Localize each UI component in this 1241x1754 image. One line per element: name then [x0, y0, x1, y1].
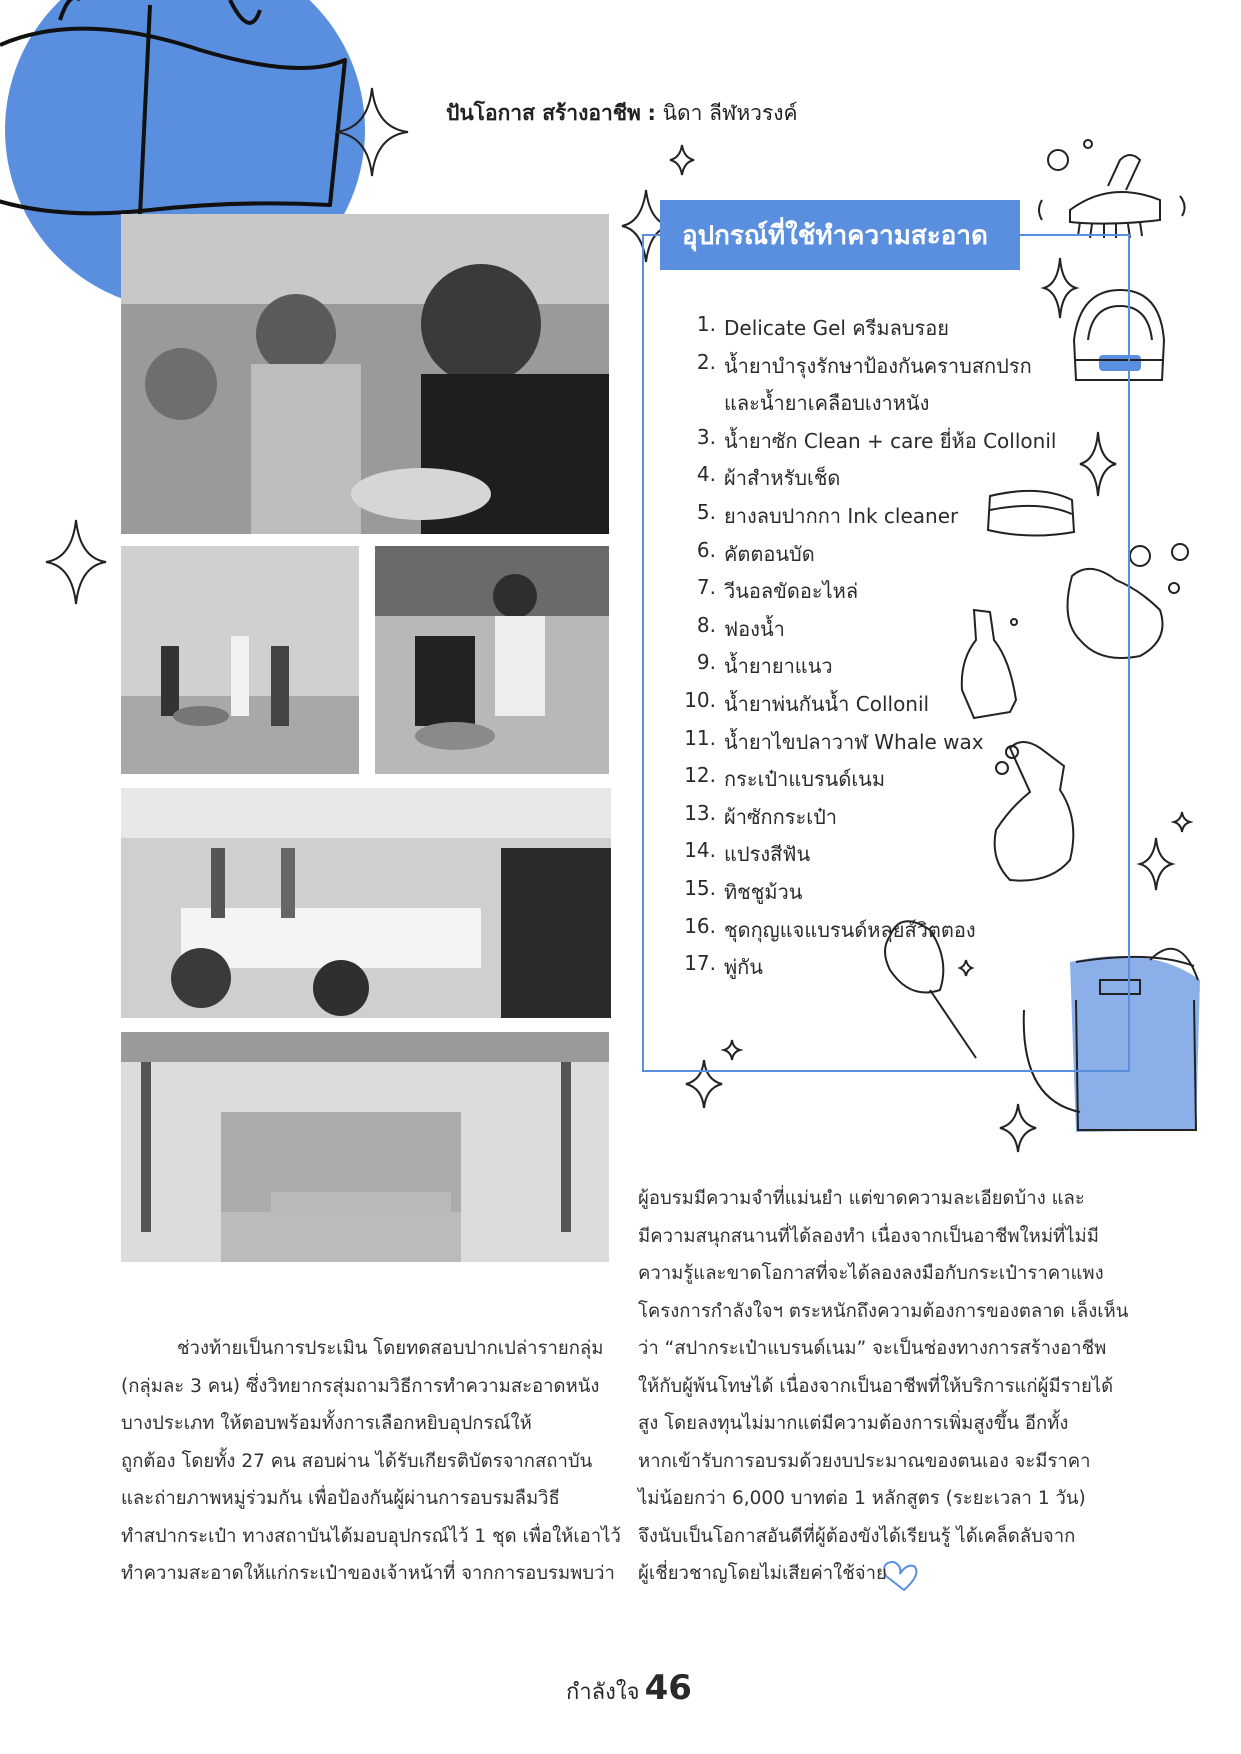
- paragraph-line: และถ่ายภาพหมู่ร่วมกัน เพื่อป้องกันผู้ผ่านการอบรมลืมวิธี: [121, 1488, 560, 1509]
- paragraph-line: ว่า “สปากระเป๋าแบรนด์เนม” จะเป็นช่องทางการสร้างอาชีพ: [638, 1338, 1107, 1359]
- paragraph-line: ให้กับผู้พ้นโทษได้ เนื่องจากเป็นอาชีพที่ให้บริการแก่ผู้มีรายได้: [638, 1375, 1114, 1397]
- photo-trainees-seated: [121, 788, 611, 1018]
- list-item: 13. ผ้าซักกระเป๋า: [684, 800, 837, 829]
- paragraph-line: (กลุ่มละ 3 คน) ซึ่งวิทยากรสุ่มถามวิธีการทำความสะอาดหนัง: [121, 1375, 600, 1397]
- handbag-doodle-icon: [0, 0, 345, 215]
- list-item: และน้ำยาเคลือบเงาหนัง: [724, 391, 930, 416]
- photo-training-demonstration: [121, 214, 609, 534]
- paragraph-line: ทำความสะอาดให้แก่กระเป๋าของเจ้าหน้าที่ จากการอบรมพบว่า: [121, 1563, 615, 1584]
- list-item: 7. วีนอลขัดอะไหล่: [696, 575, 859, 604]
- list-item: 16. ชุดกุญแจแบรนด์หลุยส์วิตตอง: [684, 913, 976, 942]
- article-author: นิดา ลีฬหวรงค์: [662, 101, 798, 125]
- photo-instructor-with-microphone: [375, 546, 609, 774]
- paragraph-line: ผู้เชี่ยวชาญโดยไม่เสียค่าใช้จ่าย: [638, 1563, 887, 1584]
- list-item: 12. กระเป๋าแบรนด์เนม: [684, 763, 886, 792]
- list-item: 4. ผ้าสำหรับเช็ด: [696, 462, 841, 491]
- list-item: 15. ทิชชูม้วน: [684, 875, 803, 904]
- paragraph-line: ความรู้และขาดโอกาสที่จะได้ลองลงมือกับกระเป๋าราคาแพง: [638, 1263, 1104, 1284]
- paragraph-line: ถูกต้อง โดยทั้ง 27 คน สอบผ่าน ได้รับเกียรติบัตรจากสถาบัน: [121, 1450, 593, 1472]
- paragraph-line: สูง โดยลงทุนไม่มากแต่มีความต้องการเพิ่มสูงขึ้น อีกทั้ง: [638, 1413, 1069, 1434]
- paragraph-line: โครงการกำลังใจฯ ตระหนักถึงความต้องการของตลาด เล็งเห็น: [638, 1300, 1129, 1322]
- page-number: 46: [644, 1668, 692, 1708]
- list-item: 5. ยางลบปากกา Ink cleaner: [696, 499, 959, 528]
- photo-classroom-presentation: [121, 546, 359, 774]
- list-item: 1. Delicate Gel ครีมลบรอย: [696, 312, 950, 340]
- article-title: ปันโอกาส สร้างอาชีพ: [446, 101, 641, 125]
- paragraph-line: มีความสนุกสนานที่ได้ลองทำ เนื่องจากเป็นอาชีพใหม่ที่ไม่มี: [638, 1225, 1099, 1247]
- paragraph-line: ผู้อบรมมีความจำที่แม่นยำ แต่ขาดความละเอียดบ้าง และ: [638, 1188, 1085, 1209]
- article-header: [446, 97, 798, 130]
- paragraph-line: ทำสปากระเป๋า ทางสถาบันได้มอบอุปกรณ์ไว้ 1 ชุด เพื่อให้เอาไว้: [121, 1525, 621, 1547]
- list-item: 2. น้ำยาบำรุงรักษาป้องกันคราบสกปรก: [696, 349, 1032, 378]
- paragraph-line: บางประเภท ให้ตอบพร้อมทั้งการเลือกหยิบอุปกรณ์ให้: [121, 1413, 532, 1434]
- header-separator: :: [647, 101, 656, 125]
- scrub-brush-doodle-icon: [1039, 140, 1185, 238]
- list-item: 10. น้ำยาพ่นกันน้ำ Collonil: [684, 687, 930, 716]
- equipment-list: [680, 312, 1056, 989]
- photo-group-certificate: [121, 1032, 609, 1262]
- magazine-name: กำลังใจ: [566, 1680, 640, 1705]
- right-paragraph: [638, 1180, 1132, 1593]
- list-item: 8. ฟองน้ำ: [696, 612, 785, 641]
- paragraph-line: ไม่น้อยกว่า 6,000 บาทต่อ 1 หลักสูตร (ระยะเวลา 1 วัน): [638, 1488, 1086, 1509]
- paragraph-line: ช่วงท้ายเป็นการประเมิน โดยทดสอบปากเปล่ารายกลุ่ม: [177, 1338, 604, 1359]
- paragraph-line: จึงนับเป็นโอกาสอันดีที่ผู้ต้องขังได้เรียนรู้ ได้เคล็ดลับจาก: [638, 1525, 1076, 1547]
- list-item: 9. น้ำยายาแนว: [696, 650, 833, 679]
- left-paragraph: [121, 1330, 621, 1593]
- equipment-box-title: อุปกรณ์ที่ใช้ทำความสะอาด: [660, 200, 1020, 270]
- list-item: 6. คัตตอนบัด: [696, 537, 815, 566]
- paragraph-line: หากเข้ารับการอบรมด้วยงบประมาณของตนเอง จะมีราคา: [638, 1450, 1091, 1472]
- list-item: 17. พู่กัน: [684, 951, 763, 980]
- page-footer: [566, 1668, 692, 1709]
- list-item: 11. น้ำยาไขปลาวาฬ Whale wax: [684, 725, 984, 754]
- list-item: 3. น้ำยาซัก Clean + care ยี่ห้อ Collonil: [696, 424, 1057, 453]
- list-item: 14. แปรงสีฟัน: [684, 838, 811, 867]
